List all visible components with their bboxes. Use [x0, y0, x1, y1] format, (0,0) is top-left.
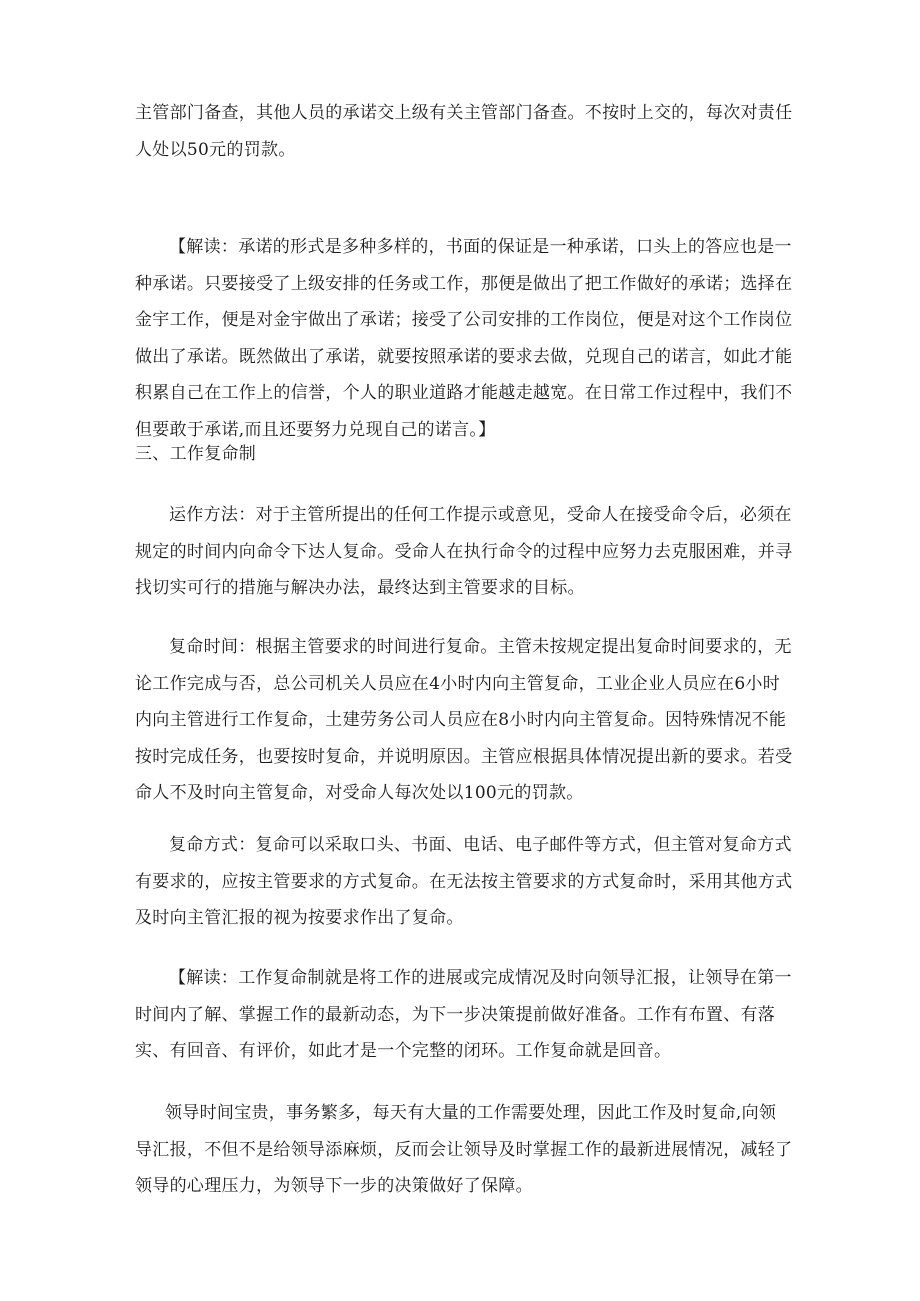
paragraph-report-interpretation: 【解读：工作复命制就是将工作的进展或完成情况及时向领导汇报，让领导在第一时间内了解、掌握工作的最新动态，为下一步决策提前做好准备。工作有布置、有落实、有回音、有评价，如此才是一个完整的闭环。工作复命就是回音。: [135, 968, 792, 1061]
paragraph-commitment-interpretation: 【解读：承诺的形式是多种多样的，书面的保证是一种承诺，口头上的答应也是一种承诺。只要接受了上级安排的任务或工作，那便是做出了把工作做好的承诺；选择在金宇工作，便是对金宇做出了承诺；接受了公司安排的工作岗位，便是对这个工作岗位做出了承诺。既然做出了承诺，就要按照承诺的要求去做，兑现自己的诺言，如此才能积累自己在工作上的信誉，个人的职业道路才能越走越宽。在日常工作过程中，我们不但要敢于承诺,而且还要努力兑现自己的诺言。】: [135, 237, 793, 440]
paragraph-report-time: 复命时间：根据主管要求的时间进行复命。主管未按规定提出复命时间要求的，无论工作完成与否，总公司机关人员应在4小时内向主管复命，工业企业人员应在6小时内向主管进行工作复命，土建劳务公司人员应在8小时内向主管复命。因特殊情况不能按时完成任务，也要按时复命，并说明原因。主管应根据具体情况提出新的要求。若受命人不及时向主管复命，对受命人每次处以100元的罚款。: [135, 637, 793, 803]
paragraph-commitment-submission: 主管部门备查，其他人员的承诺交上级有关主管部门备查。不按时上交的，每次对责任人处以50元的罚款。: [135, 103, 793, 160]
section-heading-work-report-system: 三、工作复命制: [135, 444, 257, 464]
paragraph-report-method: 复命方式：复命可以采取口头、书面、电话、电子邮件等方式，但主管对复命方式有要求的，应按主管要求的方式复命。在无法按主管要求的方式复命时，采用其他方式及时向主管汇报的视为按要求作出了复命。: [135, 835, 793, 928]
paragraph-operation-method: 运作方法：对于主管所提出的任何工作提示或意见，受命人在接受命令后，必须在规定的时间内向命令下达人复命。受命人在执行命令的过程中应努力去克服困难，并寻找切实可行的措施与解决办法，最终达到主管要求的目标。: [135, 505, 793, 598]
paragraph-leader-time: 领导时间宝贵，事务繁多，每天有大量的工作需要处理，因此工作及时复命,向领导汇报，不但不是给领导添麻烦，反而会让领导及时掌握工作的最新进展情况，减轻了领导的心理压力，为领导下一步的决策做好了保障。: [135, 1103, 793, 1196]
